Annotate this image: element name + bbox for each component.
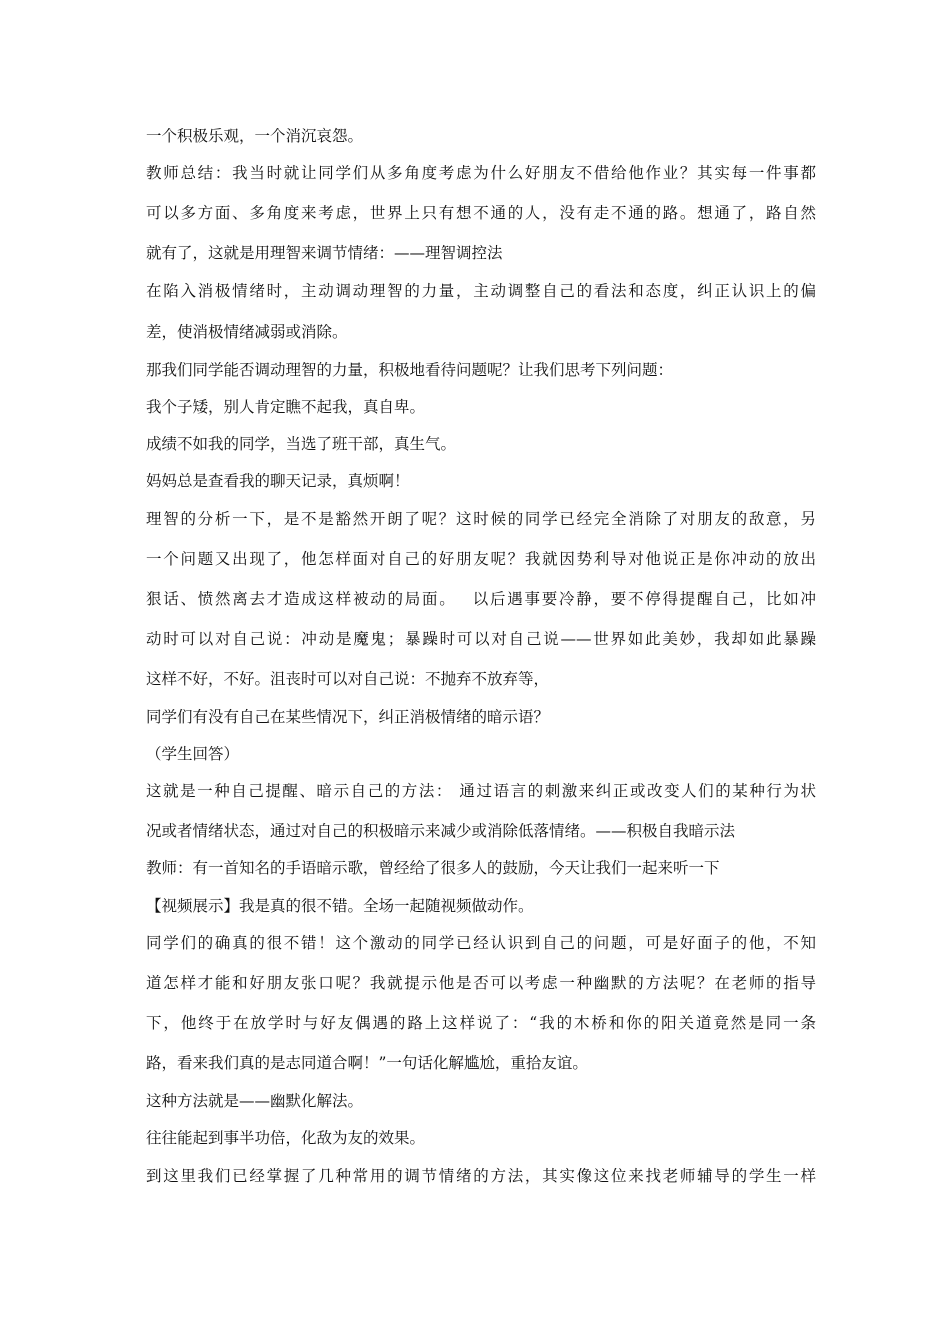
text-line: 下，他终于在放学时与好友偶遇的路上这样说了：“我的木桥和你的阳关道竟然是同一条 bbox=[146, 1014, 816, 1032]
text-line: （学生回答） bbox=[146, 745, 240, 763]
text-line: 我个子矮，别人肯定瞧不起我，真自卑。 bbox=[146, 398, 426, 416]
text-line: 就有了，这就是用理智来调节情绪：——理智调控法 bbox=[146, 244, 503, 262]
text-line: 妈妈总是查看我的聊天记录，真烦啊！ bbox=[146, 472, 410, 490]
text-line: 那我们同学能否调动理智的力量，积极地看待问题呢？让我们思考下列问题： bbox=[146, 361, 674, 379]
text-line: 动时可以对自己说：冲动是魔鬼；暴躁时可以对自己说——世界如此美妙，我却如此暴躁 bbox=[146, 630, 816, 648]
text-line: 况或者情绪状态，通过对自己的积极暗示来减少或消除低落情绪。——积极自我暗示法 bbox=[146, 822, 736, 840]
text-line: 可以多方面、多角度来考虑，世界上只有想不通的人，没有走不通的路。想通了，路自然 bbox=[146, 204, 816, 222]
text-line: 一个积极乐观，一个消沉哀怨。 bbox=[146, 127, 364, 145]
text-line: 在陷入消极情绪时，主动调动理智的力量，主动调整自己的看法和态度，纠正认识上的偏 bbox=[146, 282, 816, 300]
text-line: 这样不好，不好。沮丧时可以对自己说：不抛弃不放弃等， bbox=[146, 670, 550, 688]
text-line: 【视频展示】我是真的很不错。全场一起随视频做动作。 bbox=[146, 897, 534, 915]
text-line: 同学们有没有自己在某些情况下，纠正消极情绪的暗示语？ bbox=[146, 708, 550, 726]
text-line: 差，使消极情绪减弱或消除。 bbox=[146, 323, 348, 341]
text-line: 往往能起到事半功倍，化敌为友的效果。 bbox=[146, 1129, 426, 1147]
text-line: 狠话、愤然离去才造成这样被动的局面。 以后遇事要冷静，要不停得提醒自己，比如冲 bbox=[146, 590, 816, 608]
text-line: 到这里我们已经掌握了几种常用的调节情绪的方法，其实像这位来找老师辅导的学生一样 bbox=[146, 1167, 816, 1185]
text-line: 成绩不如我的同学，当选了班干部，真生气。 bbox=[146, 435, 457, 453]
text-line: 理智的分析一下，是不是豁然开朗了呢？这时候的同学已经完全消除了对朋友的敌意，另 bbox=[146, 510, 816, 528]
text-line: 这种方法就是——幽默化解法。 bbox=[146, 1092, 364, 1110]
text-line: 一个问题又出现了，他怎样面对自己的好朋友呢？我就因势利导对他说正是你冲动的放出 bbox=[146, 550, 816, 568]
text-line: 同学们的确真的很不错！这个激动的同学已经认识到自己的问题，可是好面子的他，不知 bbox=[146, 934, 816, 952]
text-line: 路，看来我们真的是志同道合啊！”一句话化解尴尬，重拾友谊。 bbox=[146, 1054, 588, 1072]
text-line: 教师：有一首知名的手语暗示歌，曾经给了很多人的鼓励，今天让我们一起来听一下 bbox=[146, 859, 720, 877]
text-line: 这就是一种自己提醒、暗示自己的方法： 通过语言的刺激来纠正或改变人们的某种行为状 bbox=[146, 782, 816, 800]
text-line: 道怎样才能和好朋友张口呢？我就提示他是否可以考虑一种幽默的方法呢？在老师的指导 bbox=[146, 974, 816, 992]
text-line: 教师总结：我当时就让同学们从多角度考虑为什么好朋友不借给他作业？其实每一件事都 bbox=[146, 164, 816, 182]
